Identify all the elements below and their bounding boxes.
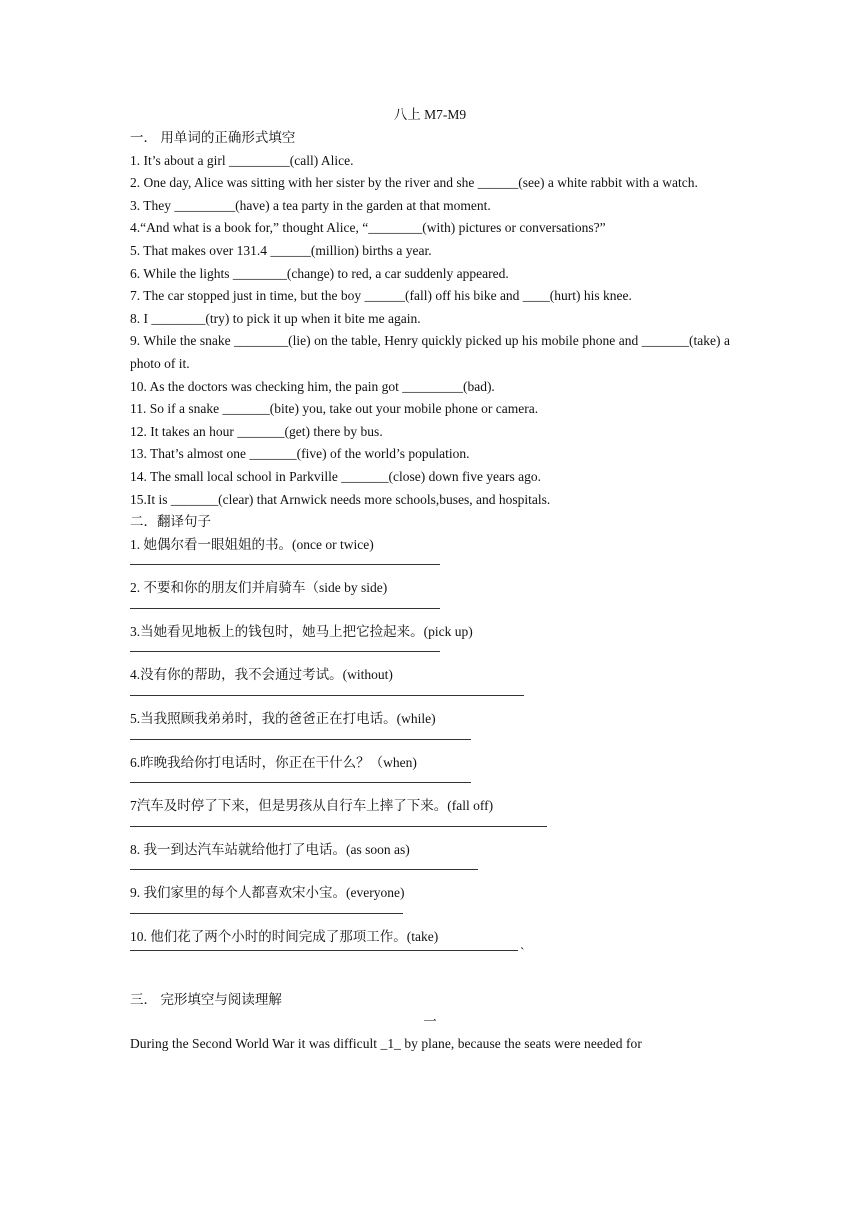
- translate-item-3: 3.当她看见地板上的钱包时，她马上把它捡起来。(pick up): [130, 623, 473, 639]
- fill-blank-item-14: 14. The small local school in Parkville _______(close) down five years ago.: [130, 468, 542, 484]
- fill-blank-item-9: 9. While the snake ________(lie) on the table, Henry quickly picked up his mobile phone and _______(take) a photo of it.: [130, 333, 730, 371]
- translate-item-5: 5.当我照顾我弟弟时，我的爸爸正在打电话。(while): [130, 711, 436, 727]
- answer-line-2[interactable]: [130, 608, 440, 609]
- answer-line-9[interactable]: [130, 913, 403, 914]
- fill-blank-item-8: 8. I ________(try) to pick it up when it bite me again.: [130, 310, 421, 326]
- translate-item-1: 1. 她偶尔看一眼姐姐的书。(once or twice): [130, 536, 374, 552]
- answer-line-8[interactable]: [130, 869, 478, 870]
- answer-line-1[interactable]: [130, 564, 440, 565]
- translate-item-7: 7汽车及时停了下来，但是男孩从自行车上摔了下来。(fall off): [130, 798, 494, 814]
- fill-blank-item-10: 10. As the doctors was checking him, the pain got _________(bad).: [130, 378, 495, 394]
- answer-line-3[interactable]: [130, 651, 440, 652]
- translate-item-6: 6.昨晚我给你打电话时，你正在干什么？（when): [130, 754, 417, 770]
- answer-line-10[interactable]: [130, 950, 518, 951]
- document-title: 八上 M7-M9: [393, 107, 467, 122]
- translate-item-8: 8. 我一到达汽车站就给他打了电话。(as soon as): [130, 841, 410, 857]
- fill-blank-item-13: 13. That’s almost one _______(five) of the world’s population.: [130, 446, 470, 462]
- fill-blank-item-4: 4.“And what is a book for,” thought Alice, “________(with) pictures or conversations?”: [130, 220, 606, 236]
- section-1-heading: 一． 用单词的正确形式填空: [130, 130, 296, 145]
- answer-line-4[interactable]: [130, 695, 524, 696]
- translate-item-9: 9. 我们家里的每个人都喜欢宋小宝。(everyone): [130, 885, 405, 901]
- translate-item-10: 10. 他们花了两个小时的时间完成了那项工作。(take): [130, 929, 439, 945]
- fill-blank-item-5: 5. That makes over 131.4 ______(million) births a year.: [130, 242, 432, 258]
- spacer: [130, 971, 730, 989]
- fill-blank-item-3: 3. They _________(have) a tea party in the garden at that moment.: [130, 197, 491, 213]
- fill-blank-item-6: 6. While the lights ________(change) to red, a car suddenly appeared.: [130, 265, 509, 281]
- document-page: [130, 104, 730, 1056]
- answer-line-7[interactable]: [130, 826, 547, 827]
- translate-item-2: 2. 不要和你的朋友们并肩骑车（side by side): [130, 580, 388, 596]
- tick-mark: `: [520, 944, 525, 960]
- answer-line-5[interactable]: [130, 739, 471, 740]
- passage-first-line: During the Second World War it was difficult _1_ by plane, because the seats were needed for: [130, 1036, 642, 1052]
- fill-blank-item-11: 11. So if a snake _______(bite) you, take out your mobile phone or camera.: [130, 401, 539, 417]
- fill-blank-item-2: 2. One day, Alice was sitting with her sister by the river and she ______(see) a white rabbit with a watch.: [130, 175, 698, 191]
- fill-blank-item-12: 12. It takes an hour _______(get) there by bus.: [130, 423, 383, 439]
- fill-blank-item-1: 1. It’s about a girl _________(call) Alice.: [130, 152, 354, 168]
- fill-blank-item-15: 15.It is _______(clear) that Arnwick needs more schools,buses, and hospitals.: [130, 491, 551, 507]
- section-2-heading: 二．翻译句子: [130, 514, 211, 530]
- answer-line-10-row: [130, 944, 730, 971]
- answer-line-6[interactable]: [130, 782, 471, 783]
- passage-number: 一: [423, 1014, 437, 1030]
- fill-blank-item-7: 7. The car stopped just in time, but the boy ______(fall) off his bike and ____(hurt) his knee.: [130, 288, 632, 304]
- translate-item-4: 4.没有你的帮助，我不会通过考试。(without): [130, 667, 393, 683]
- section-3-heading: 三． 完形填空与阅读理解: [130, 991, 282, 1007]
